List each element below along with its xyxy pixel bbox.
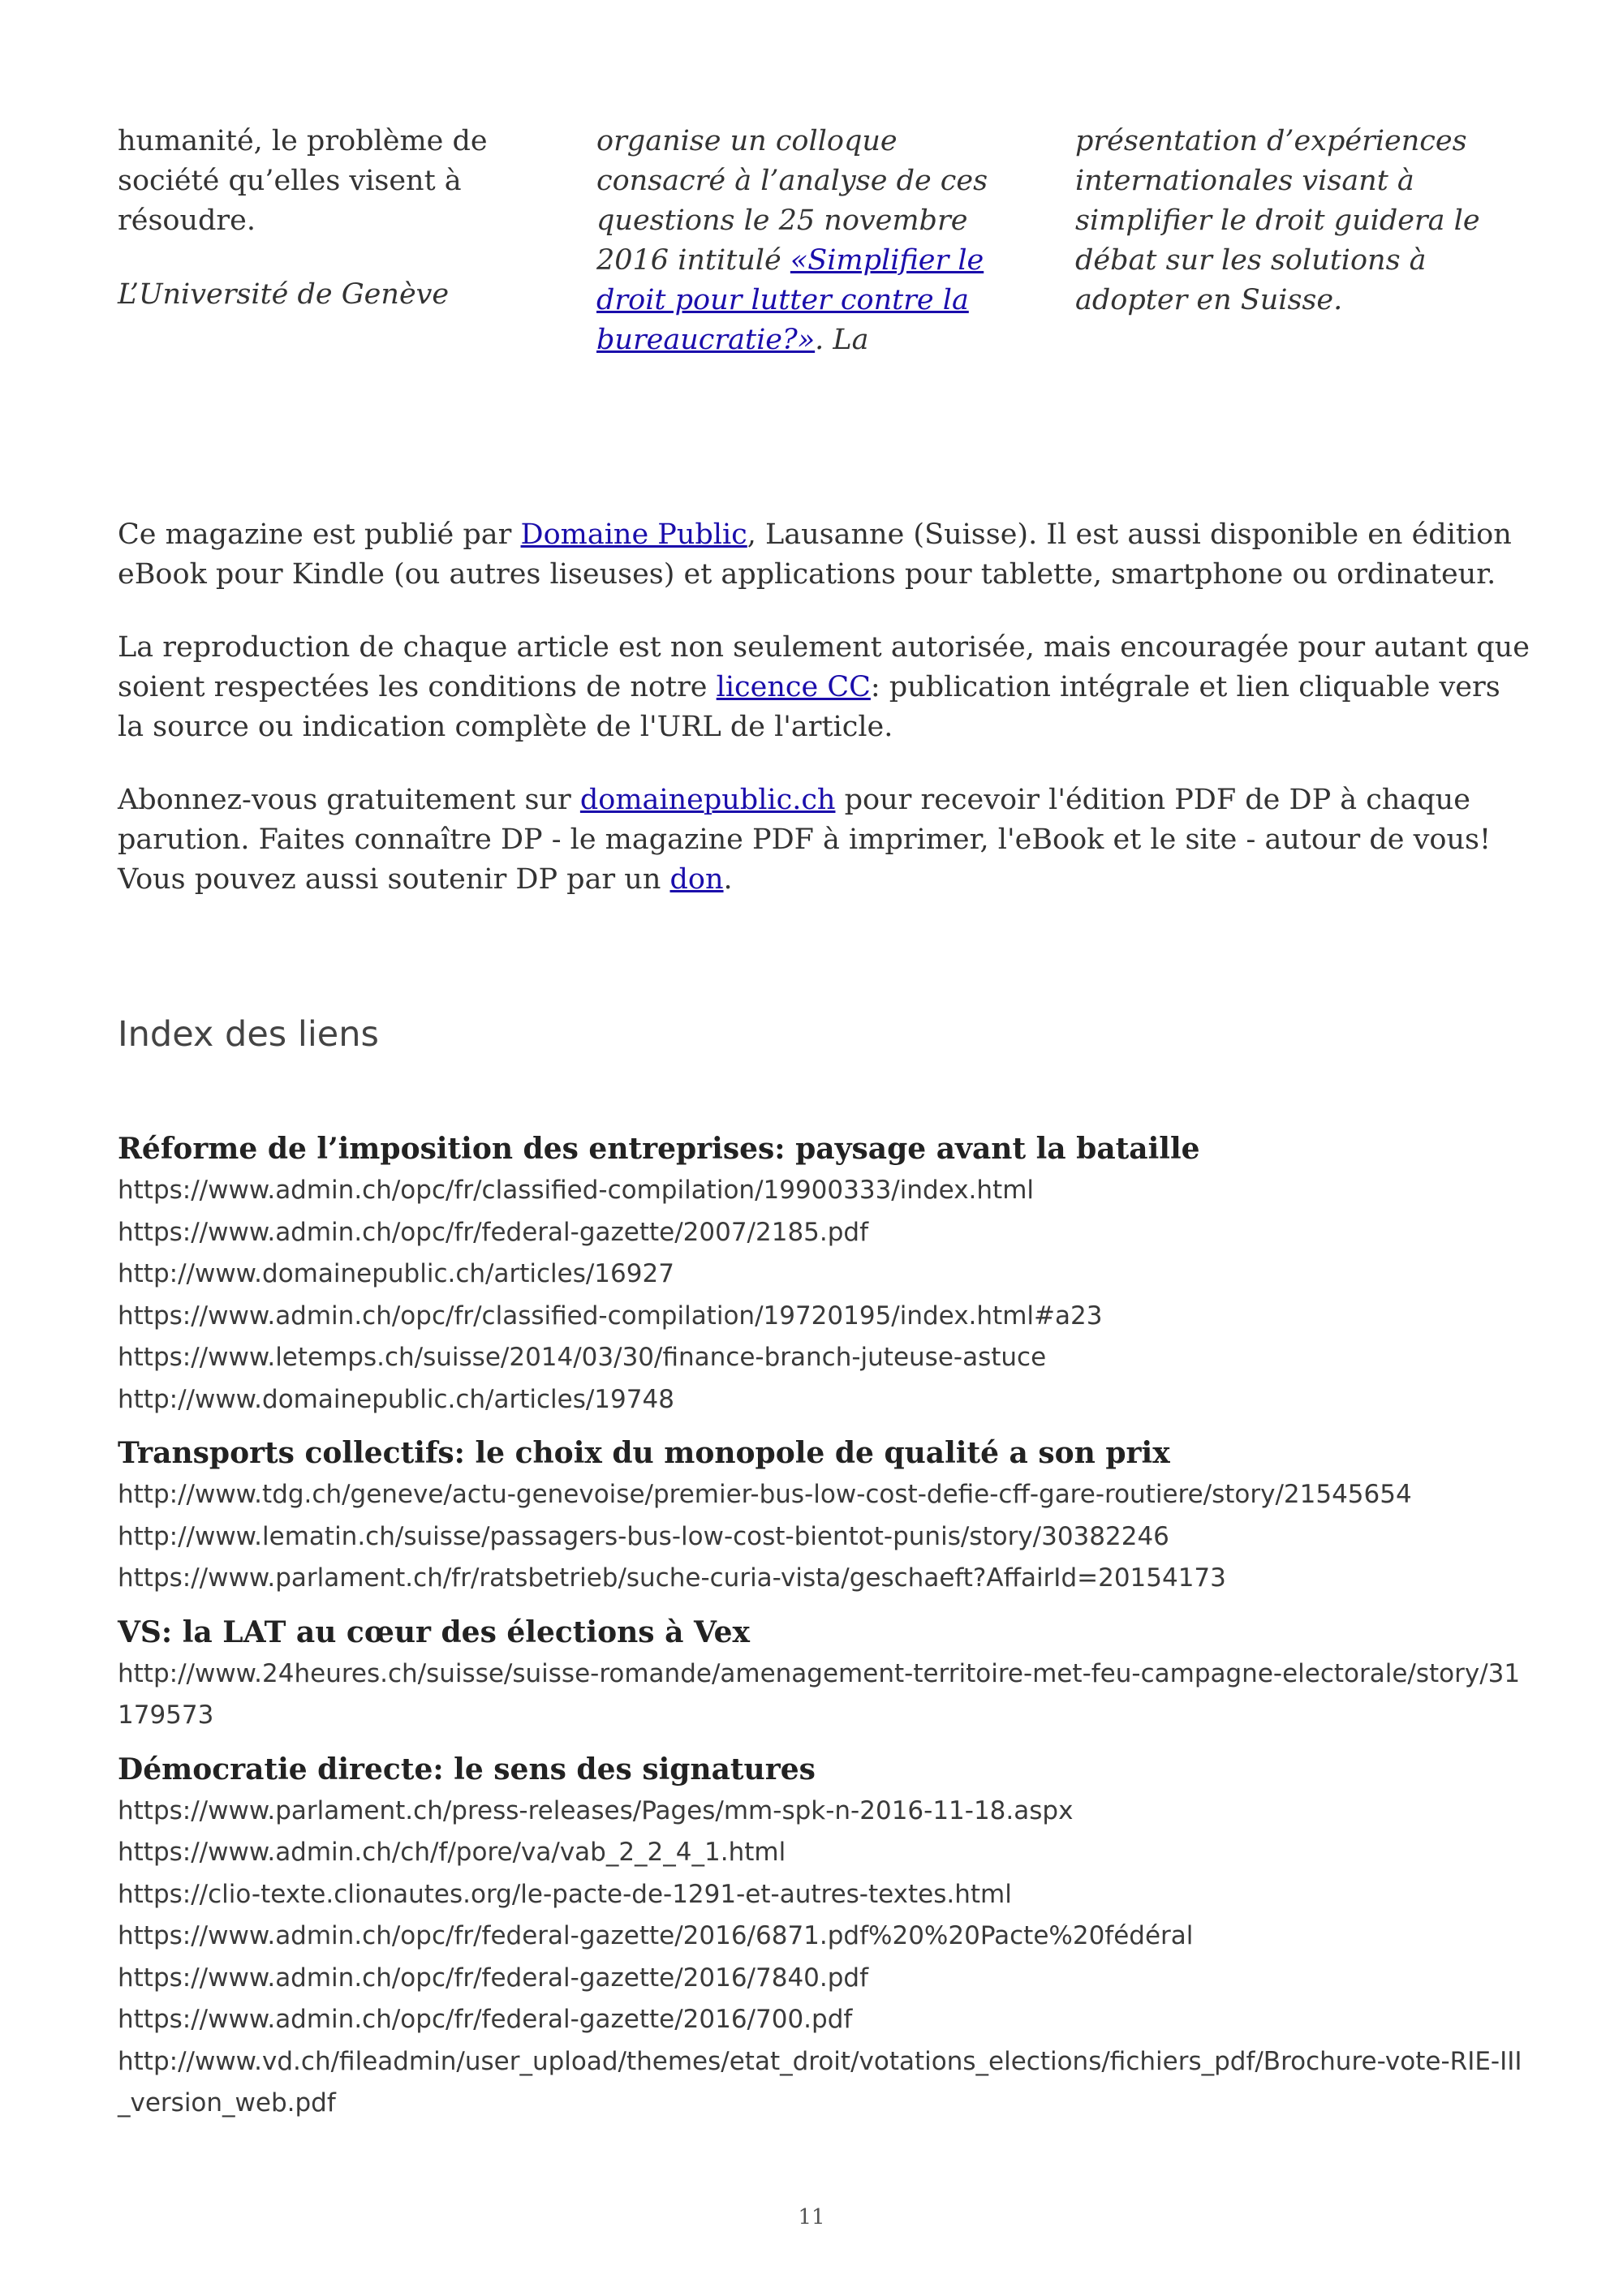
- index-link[interactable]: https://www.parlament.ch/press-releases/Pages/mm-spk-n-2016-11-18.aspx: [118, 1795, 1074, 1825]
- index-article: [118, 1748, 1530, 2125]
- index-link[interactable]: https://www.admin.ch/opc/fr/classified-compilation/19720195/index.html#a23: [118, 1301, 1103, 1331]
- column-1: [118, 122, 499, 315]
- index-title: Index des liens: [118, 1014, 379, 1055]
- index-article: [118, 1128, 1530, 1421]
- publisher-info: [118, 515, 1530, 933]
- publisher-p3-text-c: .: [723, 863, 733, 896]
- domainepublic-site-link[interactable]: domainepublic.ch: [579, 784, 836, 816]
- index-article-title: Réforme de l’imposition des entreprises: paysage avant la bataille: [118, 1132, 1200, 1166]
- column-1-italic-text: L’Université de Genève: [118, 278, 450, 311]
- column-2-paragraph: [596, 122, 1018, 360]
- publisher-paragraph-2: [118, 628, 1530, 747]
- don-link[interactable]: don: [669, 863, 724, 896]
- column-2-text-before: organise un colloque consacré à l’analyse de ces questions le 25 novembre 2016 intitulé: [596, 125, 988, 277]
- index-link[interactable]: https://www.admin.ch/ch/f/pore/va/vab_2_2_4_1.html: [118, 1838, 786, 1867]
- publisher-p1-text-b: , Lausanne (Suisse). Il est aussi disponible en édition eBook pour Kindle (ou autres liseuses) et applications pour tablette, smartphone ou ordinateur.: [118, 518, 1512, 591]
- publisher-p2-text-b: : publication intégrale et lien cliquable vers la source ou indication complète de l'URL de l'article.: [118, 671, 1500, 743]
- index-article: [118, 1611, 1530, 1737]
- index-link[interactable]: http://www.domainepublic.ch/articles/19748: [118, 1384, 674, 1414]
- index-link[interactable]: https://www.admin.ch/opc/fr/federal-gazette/2016/7840.pdf: [118, 1963, 869, 1993]
- link-index: [118, 1128, 1530, 2136]
- index-link[interactable]: https://www.admin.ch/opc/fr/classified-compilation/19900333/index.html: [118, 1176, 1035, 1205]
- publisher-paragraph-3: [118, 780, 1530, 900]
- column-3: [1075, 122, 1513, 320]
- index-article-title: VS: la LAT au cœur des élections à Vex: [118, 1615, 750, 1649]
- index-link[interactable]: http://www.domainepublic.ch/articles/16927: [118, 1259, 674, 1288]
- publisher-p3-text-b: pour recevoir l'édition PDF de DP à chaque parution. Faites connaître DP - le magazine PDF à imprimer, l'eBook et le site - autour de vous! Vous pouvez aussi soutenir DP par un: [118, 784, 1492, 896]
- licence-cc-link[interactable]: licence CC: [716, 671, 871, 703]
- index-article-title: Démocratie directe: le sens des signatures: [118, 1752, 816, 1786]
- column-1-text: humanité, le problème de société qu’elles visent à résoudre.: [118, 125, 488, 237]
- index-article-title: Transports collectifs: le choix du monopole de qualité a son prix: [118, 1436, 1170, 1470]
- index-link[interactable]: https://www.letemps.ch/suisse/2014/03/30/finance-branch-juteuse-astuce: [118, 1343, 1047, 1372]
- publisher-p3-text-a: Abonnez-vous gratuitement sur: [118, 784, 580, 816]
- index-article: [118, 1432, 1530, 1600]
- index-link[interactable]: http://www.24heures.ch/suisse/suisse-romande/amenagement-territoire-met-feu-campagne-electorale/story/31179573: [118, 1658, 1521, 1730]
- article-end-columns: [118, 122, 1513, 356]
- index-link[interactable]: http://www.tdg.ch/geneve/actu-genevoise/premier-bus-low-cost-defie-cff-gare-routiere/story/21545654: [118, 1480, 1412, 1509]
- publisher-p1-text-a: Ce magazine est publié par: [118, 518, 521, 551]
- index-link[interactable]: http://www.lematin.ch/suisse/passagers-bus-low-cost-bientot-punis/story/30382246: [118, 1521, 1169, 1551]
- page-number: 11: [798, 2205, 825, 2229]
- publisher-paragraph-1: [118, 515, 1530, 595]
- index-link[interactable]: https://www.admin.ch/opc/fr/federal-gazette/2016/700.pdf: [118, 2005, 853, 2034]
- index-link[interactable]: https://clio-texte.clionautes.org/le-pacte-de-1291-et-autres-textes.html: [118, 1879, 1012, 1909]
- publisher-p2-text-a: La reproduction de chaque article est non seulement autorisée, mais encouragée pour autant que soient respectées les conditions de notre: [118, 631, 1530, 703]
- domaine-public-link[interactable]: Domaine Public: [520, 518, 747, 551]
- colloque-link[interactable]: «Simplifier le droit pour lutter contre la bureaucratie?»: [596, 244, 984, 356]
- index-link[interactable]: http://www.vd.ch/fileadmin/user_upload/themes/etat_droit/votations_elections/fichiers_pdf/Brochure-vote-RIE-III_version_web.pdf: [118, 2046, 1522, 2118]
- index-link[interactable]: https://www.admin.ch/opc/fr/federal-gazette/2007/2185.pdf: [118, 1217, 869, 1247]
- index-link[interactable]: https://www.parlament.ch/fr/ratsbetrieb/suche-curia-vista/geschaeft?AffairId=20154173: [118, 1563, 1226, 1593]
- index-link[interactable]: https://www.admin.ch/opc/fr/federal-gazette/2016/6871.pdf%20%20Pacte%20fédéral: [118, 1921, 1194, 1950]
- column-2: [596, 122, 1018, 360]
- column-3-text: présentation d’expériences internationales visant à simplifier le droit guidera le débat sur les solutions à adopter en Suisse.: [1075, 125, 1480, 316]
- column-2-text-after: . La: [815, 324, 869, 356]
